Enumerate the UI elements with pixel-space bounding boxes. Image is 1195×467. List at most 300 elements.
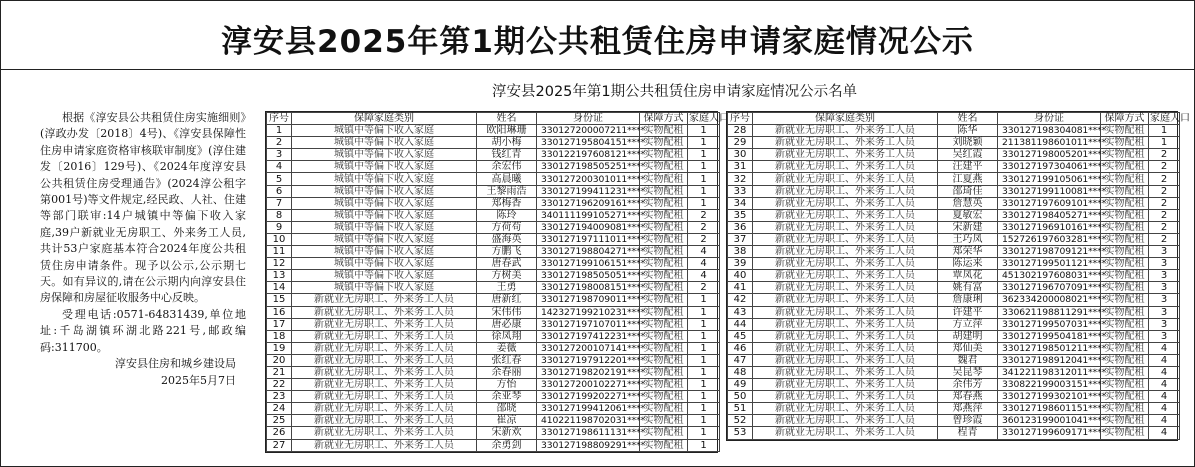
cell-method: 实物配租 xyxy=(640,330,688,342)
cell-index: 31 xyxy=(728,161,753,173)
notice-org: 淳安县住房和城乡建设局 xyxy=(115,357,236,371)
cell-id: 330127198304081**** xyxy=(998,125,1101,137)
cell-name: 詹康琍 xyxy=(938,294,998,306)
cell-id: 330127198804271**** xyxy=(537,246,640,258)
cell-index: 47 xyxy=(728,354,753,366)
cell-size: 3 xyxy=(1149,270,1180,282)
cell-name: 汪建平 xyxy=(938,161,998,173)
cell-index: 48 xyxy=(728,366,753,378)
table-row xyxy=(728,403,1180,415)
cell-method: 实物配租 xyxy=(640,282,688,294)
table-row xyxy=(728,221,1180,233)
cell-method: 实物配租 xyxy=(1101,318,1149,330)
cell-category: 新就业无房职工、外来务工人员 xyxy=(292,366,477,378)
cell-name: 唐春武 xyxy=(477,258,537,270)
cell-name: 陈玲 xyxy=(477,209,537,221)
cell-id: 330127198202191**** xyxy=(537,366,640,378)
table-row xyxy=(728,427,1180,439)
cell-name: 夏敏宏 xyxy=(938,209,998,221)
cell-name: 张红春 xyxy=(477,354,537,366)
cell-method: 实物配租 xyxy=(640,209,688,221)
cell-index: 50 xyxy=(728,391,753,403)
cell-size: 1 xyxy=(688,294,720,306)
cell-index: 12 xyxy=(267,258,292,270)
cell-method: 实物配租 xyxy=(640,125,688,137)
cell-id: 152726197603281**** xyxy=(998,233,1101,245)
cell-size: 4 xyxy=(1149,391,1180,403)
header-size: 家庭人口 xyxy=(1150,113,1190,125)
cell-category: 新就业无房职工、外来务工人员 xyxy=(753,185,938,197)
cell-id: 330127199411231**** xyxy=(537,185,640,197)
cell-index: 49 xyxy=(728,379,753,391)
cell-name: 余伟芳 xyxy=(938,379,998,391)
table-row xyxy=(267,221,720,233)
cell-category: 新就业无房职工、外来务工人员 xyxy=(753,270,938,282)
cell-index: 43 xyxy=(728,306,753,318)
table-row xyxy=(267,306,720,318)
cell-size: 1 xyxy=(688,427,720,439)
cell-size: 1 xyxy=(688,137,720,149)
cell-category: 新就业无房职工、外来务工人员 xyxy=(292,379,477,391)
cell-name: 胡小梅 xyxy=(477,137,537,149)
cell-id: 340111199105271**** xyxy=(537,209,640,221)
cell-name: 方树美 xyxy=(477,270,537,282)
cell-index: 42 xyxy=(728,294,753,306)
cell-index: 5 xyxy=(267,173,292,185)
cell-category: 城镇中等偏下收入家庭 xyxy=(292,221,477,233)
cell-id: 360123199001041**** xyxy=(998,415,1101,427)
cell-category: 新就业无房职工、外来务工人员 xyxy=(753,258,938,270)
cell-method: 实物配租 xyxy=(640,137,688,149)
table-row xyxy=(267,391,720,403)
cell-id: 330127199507031**** xyxy=(998,318,1101,330)
cell-category: 新就业无房职工、外来务工人员 xyxy=(753,403,938,415)
cell-index: 29 xyxy=(728,137,753,149)
cell-method: 实物配租 xyxy=(1101,137,1149,149)
cell-id: 330127198709121**** xyxy=(998,246,1101,258)
table-row xyxy=(728,149,1180,161)
cell-method: 实物配租 xyxy=(640,379,688,391)
cell-method: 实物配租 xyxy=(1101,282,1149,294)
cell-category: 新就业无房职工、外来务工人员 xyxy=(292,318,477,330)
cell-category: 新就业无房职工、外来务工人员 xyxy=(753,379,938,391)
cell-id: 330127199105061**** xyxy=(998,173,1101,185)
table-row xyxy=(267,197,720,209)
cell-id: 330127197107011**** xyxy=(537,318,640,330)
cell-category: 新就业无房职工、外来务工人员 xyxy=(292,330,477,342)
cell-category: 城镇中等偏下收入家庭 xyxy=(292,125,477,137)
cell-size: 1 xyxy=(688,403,720,415)
cell-category: 城镇中等偏下收入家庭 xyxy=(292,258,477,270)
cell-category: 城镇中等偏下收入家庭 xyxy=(292,270,477,282)
table-row xyxy=(728,246,1180,258)
cell-category: 新就业无房职工、外来务工人员 xyxy=(753,306,938,318)
table-row xyxy=(267,294,720,306)
table-row xyxy=(728,282,1180,294)
cell-id: 330127199501121**** xyxy=(998,258,1101,270)
cell-method: 实物配租 xyxy=(1101,246,1149,258)
cell-category: 新就业无房职工、外来务工人员 xyxy=(292,342,477,354)
cell-category: 城镇中等偏下收入家庭 xyxy=(292,282,477,294)
cell-size: 1 xyxy=(688,161,720,173)
header-id: 身份证 xyxy=(998,113,1101,125)
cell-id: 330127198601151**** xyxy=(998,403,1101,415)
cell-name: 余勇剑 xyxy=(477,439,537,451)
cell-category: 新就业无房职工、外来务工人员 xyxy=(753,161,938,173)
cell-index: 52 xyxy=(728,415,753,427)
cell-id: 330122197608121**** xyxy=(537,149,640,161)
cell-index: 22 xyxy=(267,379,292,391)
cell-name: 宋新欢 xyxy=(477,427,537,439)
cell-method: 实物配租 xyxy=(640,391,688,403)
header-method: 保障方式 xyxy=(1101,113,1149,125)
table-row xyxy=(728,161,1180,173)
cell-name: 许建平 xyxy=(938,306,998,318)
cell-method: 实物配租 xyxy=(640,149,688,161)
cell-size: 1 xyxy=(688,125,720,137)
cell-category: 新就业无房职工、外来务工人员 xyxy=(292,415,477,427)
header-index: 序号 xyxy=(267,113,292,125)
cell-name: 覃凤花 xyxy=(938,270,998,282)
table-row xyxy=(728,233,1180,245)
cell-index: 10 xyxy=(267,233,292,245)
cell-category: 新就业无房职工、外来务工人员 xyxy=(753,330,938,342)
cell-name: 方荷苟 xyxy=(477,221,537,233)
cell-name: 郑燕萍 xyxy=(938,403,998,415)
table-row xyxy=(728,137,1180,149)
cell-category: 新就业无房职工、外来务工人员 xyxy=(753,221,938,233)
cell-id: 341221198312011**** xyxy=(998,366,1101,378)
cell-name: 王勇 xyxy=(477,282,537,294)
cell-size: 2 xyxy=(1149,221,1180,233)
cell-name: 方怡 xyxy=(477,379,537,391)
cell-id: 330127198005201**** xyxy=(998,149,1101,161)
cell-method: 实物配租 xyxy=(1101,197,1149,209)
cell-id: 330127197412231**** xyxy=(537,330,640,342)
cell-size: 4 xyxy=(1149,354,1180,366)
table-row xyxy=(267,366,720,378)
notice-body: 根据《淳安县公共租赁住房实施细则》(淳政办发〔2018〕4号)、《淳安县保障性住房申请家庭资格审核联审制度》(淳住建发〔2016〕129号)、《2024年度淳安县公共租赁住房受理通告》(2024淳公租字第001号)等文件规定,经民政、人社、住建等部门联审:14户城镇中等偏下收入家庭,39户新就业无房职工、外来务工人员,共计53户家庭基本符合2024年度公共租赁住房申请条件。现予以公示,公示期七天。如有异议的,请在公示期内向淳安县住房保障和房屋征收服务中心反映。 xyxy=(40,111,246,305)
cell-id: 330127198505251**** xyxy=(537,161,640,173)
cell-id: 330127199609171**** xyxy=(998,427,1101,439)
cell-size: 1 xyxy=(688,379,720,391)
cell-method: 实物配租 xyxy=(1101,270,1149,282)
cell-size: 2 xyxy=(1149,209,1180,221)
table-row xyxy=(728,306,1180,318)
cell-index: 1 xyxy=(267,125,292,137)
table-row xyxy=(267,149,720,161)
table-row xyxy=(267,379,720,391)
cell-index: 35 xyxy=(728,209,753,221)
cell-size: 4 xyxy=(1149,366,1180,378)
cell-name: 魏君 xyxy=(938,354,998,366)
cell-id: 362334200008021**** xyxy=(998,294,1101,306)
cell-category: 新就业无房职工、外来务工人员 xyxy=(292,391,477,403)
cell-size: 4 xyxy=(688,270,720,282)
cell-index: 8 xyxy=(267,209,292,221)
cell-category: 城镇中等偏下收入家庭 xyxy=(292,149,477,161)
cell-name: 郑梅香 xyxy=(477,197,537,209)
cell-category: 新就业无房职工、外来务工人员 xyxy=(292,439,477,451)
cell-name: 欧阳琳珊 xyxy=(477,125,537,137)
cell-category: 城镇中等偏下收入家庭 xyxy=(292,185,477,197)
cell-method: 实物配租 xyxy=(1101,342,1149,354)
cell-id: 330127197111011**** xyxy=(537,233,640,245)
cell-id: 330127198709011**** xyxy=(537,294,640,306)
cell-id: 330127196910161**** xyxy=(998,221,1101,233)
table-row xyxy=(267,415,720,427)
cell-name: 唐必康 xyxy=(477,318,537,330)
cell-id: 330127198611131**** xyxy=(537,427,640,439)
cell-size: 3 xyxy=(1149,282,1180,294)
header-category: 保障家庭类别 xyxy=(292,113,477,125)
cell-index: 9 xyxy=(267,221,292,233)
cell-method: 实物配租 xyxy=(1101,306,1149,318)
table-row xyxy=(728,125,1180,137)
cell-index: 32 xyxy=(728,173,753,185)
cell-size: 2 xyxy=(688,233,720,245)
cell-index: 34 xyxy=(728,197,753,209)
header-category: 保障家庭类别 xyxy=(753,113,938,125)
cell-name: 徐凤翔 xyxy=(477,330,537,342)
cell-method: 实物配租 xyxy=(640,354,688,366)
cell-category: 城镇中等偏下收入家庭 xyxy=(292,246,477,258)
cell-id: 330127200107141**** xyxy=(537,342,640,354)
cell-id: 330127194009081**** xyxy=(537,221,640,233)
cell-name: 姜薇 xyxy=(477,342,537,354)
cell-size: 3 xyxy=(1149,294,1180,306)
table-row xyxy=(728,379,1180,391)
cell-index: 46 xyxy=(728,342,753,354)
cell-index: 53 xyxy=(728,427,753,439)
cell-size: 1 xyxy=(688,415,720,427)
cell-method: 实物配租 xyxy=(640,221,688,233)
cell-method: 实物配租 xyxy=(1101,330,1149,342)
cell-size: 1 xyxy=(688,354,720,366)
cell-index: 33 xyxy=(728,185,753,197)
cell-category: 城镇中等偏下收入家庭 xyxy=(292,209,477,221)
cell-size: 1 xyxy=(688,391,720,403)
cell-category: 新就业无房职工、外来务工人员 xyxy=(753,391,938,403)
table-row xyxy=(267,342,720,354)
cell-index: 24 xyxy=(267,403,292,415)
header-index: 序号 xyxy=(728,113,753,125)
cell-method: 实物配租 xyxy=(640,270,688,282)
cell-size: 1 xyxy=(688,366,720,378)
cell-size: 1 xyxy=(688,342,720,354)
table-row xyxy=(728,173,1180,185)
cell-index: 13 xyxy=(267,270,292,282)
table-row xyxy=(728,197,1180,209)
cell-index: 7 xyxy=(267,197,292,209)
cell-name: 余宏伟 xyxy=(477,161,537,173)
cell-index: 40 xyxy=(728,270,753,282)
cell-index: 38 xyxy=(728,246,753,258)
cell-category: 城镇中等偏下收入家庭 xyxy=(292,173,477,185)
cell-category: 城镇中等偏下收入家庭 xyxy=(292,137,477,149)
cell-method: 实物配租 xyxy=(640,366,688,378)
cell-category: 新就业无房职工、外来务工人员 xyxy=(753,366,938,378)
table-row xyxy=(267,161,720,173)
cell-name: 郑荣华 xyxy=(938,246,998,258)
cell-index: 4 xyxy=(267,161,292,173)
cell-name: 江夏燕 xyxy=(938,173,998,185)
cell-size: 2 xyxy=(1149,149,1180,161)
cell-index: 3 xyxy=(267,149,292,161)
table-row xyxy=(728,330,1180,342)
cell-method: 实物配租 xyxy=(640,258,688,270)
cell-name: 詹慧英 xyxy=(938,197,998,209)
table-row xyxy=(267,173,720,185)
cell-method: 实物配租 xyxy=(640,294,688,306)
cell-category: 城镇中等偏下收入家庭 xyxy=(292,161,477,173)
cell-method: 实物配租 xyxy=(640,197,688,209)
cell-size: 1 xyxy=(1149,137,1180,149)
cell-method: 实物配租 xyxy=(1101,258,1149,270)
cell-category: 新就业无房职工、外来务工人员 xyxy=(292,354,477,366)
header-size: 家庭人口 xyxy=(689,113,729,125)
cell-id: 142327199210231**** xyxy=(537,306,640,318)
cell-method: 实物配租 xyxy=(1101,403,1149,415)
cell-name: 郑仙美 xyxy=(938,342,998,354)
cell-method: 实物配租 xyxy=(640,318,688,330)
cell-index: 41 xyxy=(728,282,753,294)
cell-id: 330127197609101**** xyxy=(998,197,1101,209)
cell-category: 新就业无房职工、外来务工人员 xyxy=(753,282,938,294)
cell-method: 实物配租 xyxy=(640,342,688,354)
notice-text xyxy=(40,110,246,389)
cell-size: 4 xyxy=(1149,427,1180,439)
cell-category: 新就业无房职工、外来务工人员 xyxy=(292,294,477,306)
cell-method: 实物配租 xyxy=(1101,173,1149,185)
cell-index: 6 xyxy=(267,185,292,197)
cell-id: 330127198501211**** xyxy=(998,342,1101,354)
cell-name: 盛海英 xyxy=(477,233,537,245)
cell-category: 新就业无房职工、外来务工人员 xyxy=(753,294,938,306)
table-row xyxy=(267,439,720,451)
cell-id: 330127199110081**** xyxy=(998,185,1101,197)
cell-name: 高晨曦 xyxy=(477,173,537,185)
cell-index: 27 xyxy=(267,439,292,451)
cell-method: 实物配租 xyxy=(1101,415,1149,427)
cell-category: 新就业无房职工、外来务工人员 xyxy=(753,137,938,149)
cell-size: 3 xyxy=(1149,318,1180,330)
cell-category: 城镇中等偏下收入家庭 xyxy=(292,233,477,245)
cell-method: 实物配租 xyxy=(640,173,688,185)
cell-id: 410221198702031**** xyxy=(537,415,640,427)
cell-index: 21 xyxy=(267,366,292,378)
cell-index: 39 xyxy=(728,258,753,270)
table-row xyxy=(728,270,1180,282)
cell-category: 新就业无房职工、外来务工人员 xyxy=(292,403,477,415)
cell-method: 实物配租 xyxy=(1101,221,1149,233)
list-subtitle: 淳安县2025年第1期公共租赁住房申请家庭情况公示名单 xyxy=(492,84,858,100)
cell-size: 3 xyxy=(1149,258,1180,270)
cell-category: 新就业无房职工、外来务工人员 xyxy=(753,427,938,439)
cell-size: 1 xyxy=(688,330,720,342)
cell-id: 330127199202271**** xyxy=(537,391,640,403)
cell-size: 2 xyxy=(1149,185,1180,197)
cell-method: 实物配租 xyxy=(1101,427,1149,439)
cell-name: 曾珍霞 xyxy=(938,415,998,427)
cell-index: 28 xyxy=(728,125,753,137)
cell-name: 宋伟伟 xyxy=(477,306,537,318)
applicant-table-left xyxy=(265,111,729,453)
applicant-table-right xyxy=(726,111,1190,441)
cell-id: 330127198008151**** xyxy=(537,282,640,294)
cell-id: 330127200007211**** xyxy=(537,125,640,137)
cell-index: 15 xyxy=(267,294,292,306)
cell-name: 邵琦佳 xyxy=(938,185,998,197)
table-row xyxy=(728,318,1180,330)
cell-category: 新就业无房职工、外来务工人员 xyxy=(753,246,938,258)
cell-size: 4 xyxy=(688,258,720,270)
cell-size: 3 xyxy=(1149,330,1180,342)
cell-id: 330127196209161**** xyxy=(537,197,640,209)
cell-size: 1 xyxy=(688,318,720,330)
cell-method: 实物配租 xyxy=(640,306,688,318)
cell-size: 3 xyxy=(1149,306,1180,318)
cell-id: 330127196707091**** xyxy=(998,282,1101,294)
cell-index: 36 xyxy=(728,221,753,233)
table-header-row xyxy=(267,113,720,125)
cell-category: 新就业无房职工、外来务工人员 xyxy=(753,209,938,221)
cell-size: 2 xyxy=(1149,233,1180,245)
cell-name: 陈运来 xyxy=(938,258,998,270)
header-method: 保障方式 xyxy=(640,113,688,125)
cell-category: 新就业无房职工、外来务工人员 xyxy=(753,125,938,137)
table-row xyxy=(267,354,720,366)
cell-size: 2 xyxy=(688,282,720,294)
cell-name: 吴红霞 xyxy=(938,149,998,161)
cell-method: 实物配租 xyxy=(1101,379,1149,391)
cell-id: 330127195804151**** xyxy=(537,137,640,149)
cell-index: 14 xyxy=(267,282,292,294)
table-row xyxy=(728,391,1180,403)
cell-category: 新就业无房职工、外来务工人员 xyxy=(753,354,938,366)
cell-index: 51 xyxy=(728,403,753,415)
cell-name: 陈华 xyxy=(938,125,998,137)
cell-size: 4 xyxy=(688,246,720,258)
table-row xyxy=(267,427,720,439)
cell-size: 4 xyxy=(1149,379,1180,391)
cell-method: 实物配租 xyxy=(1101,233,1149,245)
cell-category: 新就业无房职工、外来务工人员 xyxy=(753,342,938,354)
cell-index: 44 xyxy=(728,318,753,330)
page-title: 淳安县2025年第1期公共租赁住房申请家庭情况公示 xyxy=(221,24,974,60)
cell-name: 郑春燕 xyxy=(938,391,998,403)
cell-name: 刘晓颖 xyxy=(938,137,998,149)
cell-method: 实物配租 xyxy=(1101,354,1149,366)
cell-method: 实物配租 xyxy=(640,185,688,197)
header-id: 身份证 xyxy=(537,113,640,125)
title-divider xyxy=(0,69,1195,70)
cell-id: 330127200102271**** xyxy=(537,379,640,391)
cell-id: 330127198505051**** xyxy=(537,270,640,282)
cell-id: 330127199302101**** xyxy=(998,391,1101,403)
cell-id: 330127199106151**** xyxy=(537,258,640,270)
table-row xyxy=(728,366,1180,378)
cell-index: 18 xyxy=(267,330,292,342)
table-row xyxy=(267,233,720,245)
table-row xyxy=(728,415,1180,427)
cell-name: 邵晓 xyxy=(477,403,537,415)
cell-method: 实物配租 xyxy=(1101,161,1149,173)
cell-method: 实物配租 xyxy=(1101,125,1149,137)
table-row xyxy=(267,270,720,282)
cell-name: 钱红青 xyxy=(477,149,537,161)
cell-name: 崔凉 xyxy=(477,415,537,427)
